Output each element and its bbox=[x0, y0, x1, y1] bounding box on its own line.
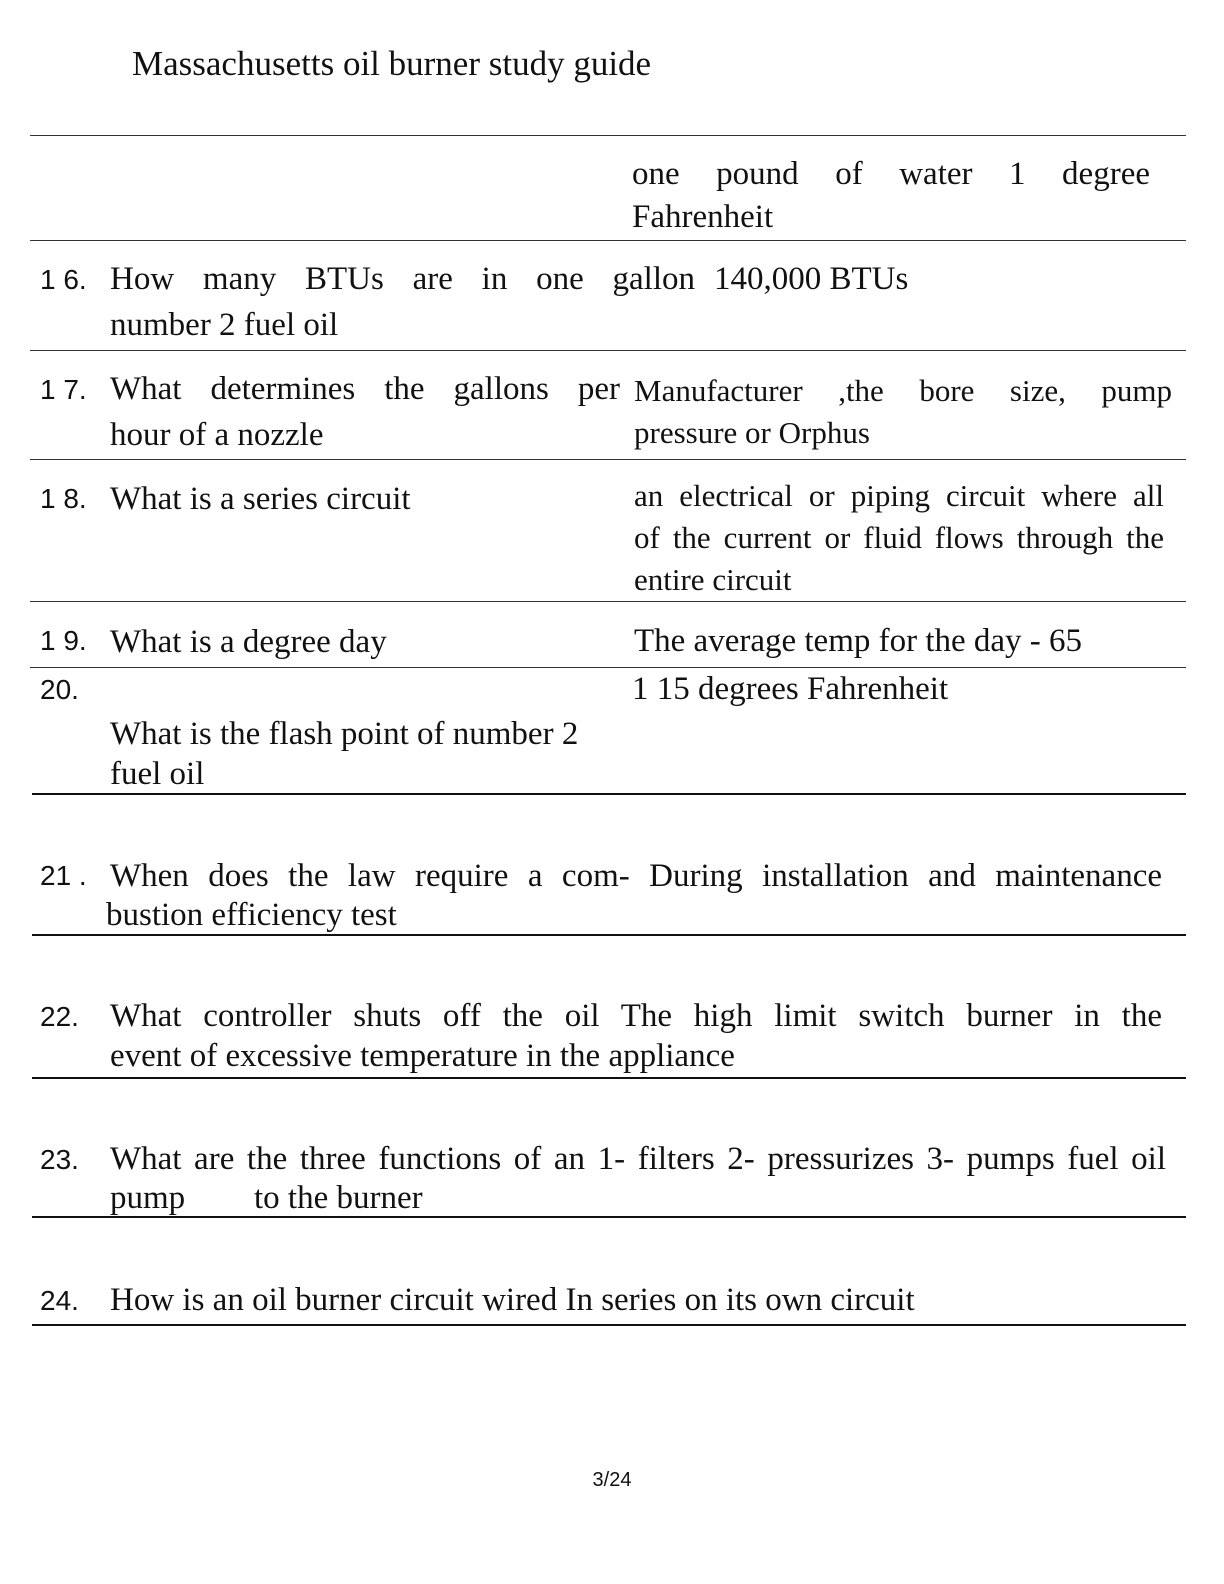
row-divider bbox=[30, 350, 1186, 351]
section-rule bbox=[32, 1216, 1186, 1218]
answer-17-line1: Manufacturer ,the bore size, pump bbox=[634, 373, 1172, 408]
section-rule bbox=[32, 793, 1186, 795]
section-rule bbox=[32, 934, 1186, 936]
answer-17-line2: pressure or Orphus bbox=[634, 415, 870, 450]
question-number-24: 24. bbox=[40, 1285, 79, 1316]
question-number-18: 1 8. bbox=[40, 483, 87, 514]
section-rule bbox=[32, 1324, 1186, 1326]
carryover-answer-line2: Fahrenheit bbox=[632, 199, 774, 235]
question-21-line2: bustion efficiency test bbox=[106, 897, 397, 933]
answer-18-line1: an electrical or piping circuit where all bbox=[634, 478, 1164, 513]
question-16-line1: How many BTUs are in one gallon bbox=[110, 261, 695, 297]
question-23-line1: What are the three functions of an 1- filters 2- pressurizes 3- pumps fuel oil bbox=[110, 1141, 1166, 1177]
question-number-22: 22. bbox=[40, 1001, 79, 1032]
question-17-line1: What determines the gallons per bbox=[110, 371, 620, 407]
question-16-line2: number 2 fuel oil bbox=[110, 307, 339, 343]
question-20-line2: fuel oil bbox=[110, 756, 205, 792]
question-number-20: 20. bbox=[40, 674, 79, 705]
question-number-19: 1 9. bbox=[40, 625, 87, 656]
question-23-line2-rest: to the burner bbox=[254, 1180, 423, 1216]
question-number-17: 1 7. bbox=[40, 374, 87, 405]
question-18: What is a series circuit bbox=[110, 481, 411, 517]
question-17-line2: hour of a nozzle bbox=[110, 417, 324, 453]
answer-18-line3: entire circuit bbox=[634, 562, 792, 597]
question-22-line1: What controller shuts off the oil The high limit switch burner in the bbox=[110, 998, 1162, 1034]
question-20-line1: What is the flash point of number 2 bbox=[110, 716, 579, 752]
answer-16: 140,000 BTUs bbox=[714, 261, 909, 297]
row-divider bbox=[30, 601, 1186, 602]
question-number-16: 1 6. bbox=[40, 264, 87, 295]
answer-19: The average temp for the day - 65 bbox=[634, 623, 1083, 659]
row-divider bbox=[30, 240, 1186, 241]
question-number-23: 23. bbox=[40, 1144, 79, 1175]
section-rule bbox=[32, 1077, 1186, 1079]
page-number: 3/24 bbox=[592, 1469, 632, 1491]
table-top-rule bbox=[30, 135, 1186, 136]
question-23-line2-word: pump bbox=[110, 1180, 186, 1216]
page-title: Massachusetts oil burner study guide bbox=[132, 44, 652, 83]
answer-18-line2: of the current or fluid flows through the bbox=[634, 520, 1164, 555]
question-22-line2: event of excessive temperature in the appliance bbox=[110, 1038, 735, 1074]
question-24-line1: How is an oil burner circuit wired In series on its own circuit bbox=[110, 1282, 915, 1318]
question-number-21: 21 . bbox=[40, 860, 87, 891]
question-21-line1: When does the law require a com- During installation and maintenance bbox=[110, 858, 1162, 894]
carryover-answer-line1: one pound of water 1 degree bbox=[632, 156, 1150, 192]
question-19: What is a degree day bbox=[110, 624, 387, 660]
answer-20: 1 15 degrees Fahrenheit bbox=[632, 671, 949, 707]
row-divider bbox=[30, 459, 1186, 460]
